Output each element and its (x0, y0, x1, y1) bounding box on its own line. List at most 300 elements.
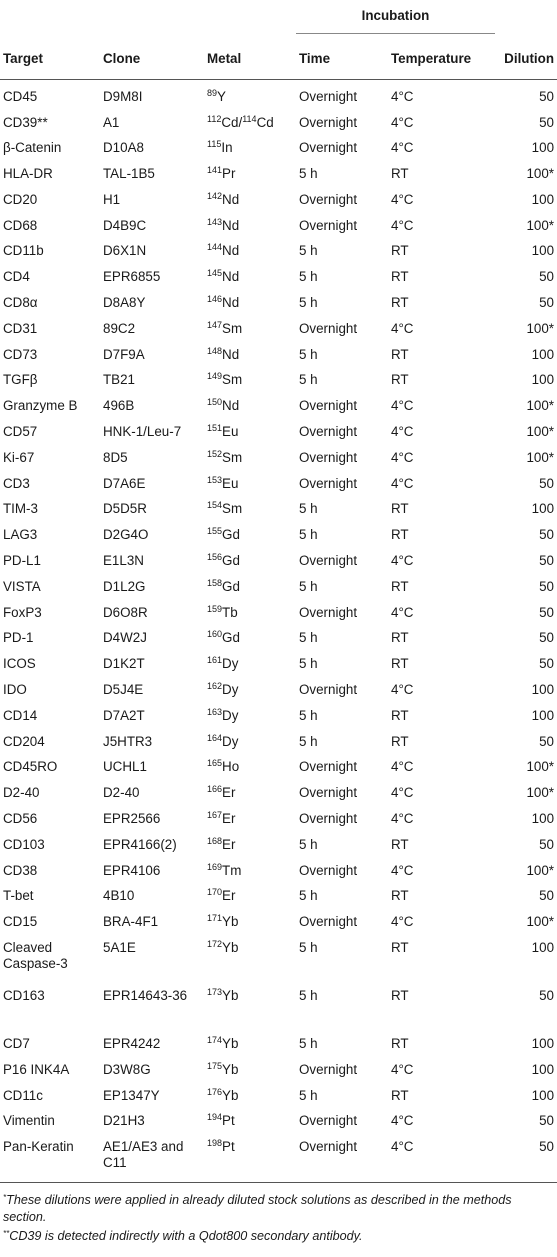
target-cell: CD45 (3, 89, 38, 104)
isotope-mass: 174 (207, 1035, 223, 1045)
target-cell: CD4 (3, 269, 30, 285)
dilution-cell: 50 (539, 630, 555, 646)
metal-cell (204, 393, 296, 419)
element-symbol: Nd (222, 295, 240, 311)
temperature-cell: 4°C (391, 811, 414, 827)
clone-cell: EP1347Y (103, 1087, 160, 1103)
temperature-cell: 4°C (391, 785, 414, 801)
time-cell: Overnight (299, 811, 358, 827)
table-row (0, 780, 557, 806)
time-cell: 5 h (299, 527, 318, 543)
target-cell: CD68 (3, 217, 38, 233)
time-cell: 5 h (299, 1036, 318, 1051)
clone-cell: D1L2G (103, 578, 146, 594)
element-symbol: Eu (222, 475, 239, 491)
target-cell: CD20 (3, 191, 38, 207)
table-row (0, 806, 557, 832)
dilution-cell: 100* (526, 320, 555, 336)
clone-cell: HNK-1/Leu-7 (103, 424, 182, 440)
table-row (0, 1031, 557, 1057)
element-symbol: Sm (222, 320, 243, 336)
metal-header: Metal (204, 38, 296, 80)
table-row (0, 754, 557, 780)
target-cell: PD-1 (3, 630, 34, 646)
element-symbol: Er (222, 836, 236, 852)
clone-cell: AE1/AE3 and C11 (100, 1134, 204, 1182)
element-symbol: Dy (222, 682, 239, 698)
target-cell: Vimentin (3, 1113, 55, 1129)
dilution-cell: 50 (539, 888, 555, 904)
element-symbol: Yb (222, 914, 239, 930)
isotope-mass: 176 (207, 1086, 223, 1097)
table-row (0, 290, 557, 316)
element-symbol: Sm (222, 372, 243, 388)
metal-cell (204, 496, 296, 522)
target-cell: CD57 (3, 424, 38, 440)
target-cell: CD7 (3, 1036, 30, 1051)
footnote-text: These dilutions were applied in already diluted stock solutions as described in the methods section. (3, 1192, 512, 1224)
metal-cell (204, 342, 296, 368)
time-cell: Overnight (296, 1134, 388, 1182)
temperature-cell: 4°C (391, 114, 414, 130)
dilution-cell: 100 (531, 346, 555, 362)
temperature-cell: 4°C (391, 553, 414, 569)
metal-cell (204, 1057, 296, 1083)
isotope-mass: 173 (207, 987, 223, 997)
time-cell: 5 h (299, 630, 318, 646)
dilution-cell: 50 (495, 1134, 557, 1182)
table-row (0, 496, 557, 522)
metal-cell (204, 290, 296, 316)
dilution-cell: 100* (526, 862, 555, 878)
table-row (0, 729, 557, 755)
temperature-cell: 4°C (388, 1134, 495, 1182)
isotope-mass: 166 (207, 784, 223, 795)
isotope-mass: 112 (207, 113, 222, 124)
clone-cell: D7A6E (103, 475, 146, 491)
dilution-cell: 50 (539, 527, 555, 543)
target-cell: VISTA (3, 578, 41, 594)
isotope-mass: 175 (207, 1060, 223, 1071)
temperature-cell: 4°C (391, 1061, 414, 1077)
dilution-cell: 100* (526, 166, 555, 182)
metal-cell (204, 677, 296, 703)
metal-cell (204, 729, 296, 755)
element-symbol: Tb (222, 604, 238, 620)
clone-cell: D2-40 (103, 785, 140, 801)
temperature-cell: RT (391, 656, 409, 672)
table-row (0, 574, 557, 600)
target-header: Target (0, 38, 100, 80)
temperature-cell: RT (391, 501, 409, 517)
time-cell: Overnight (299, 785, 358, 801)
isotope-mass: 141 (207, 165, 223, 176)
dilution-cell: 100* (526, 759, 555, 775)
isotope-mass: 143 (207, 216, 223, 227)
element-symbol: Nd (222, 269, 240, 285)
dilution-cell: 50 (539, 988, 555, 1003)
dilution-cell: 100* (526, 398, 555, 414)
isotope-mass: 171 (207, 913, 223, 924)
dilution-cell: 100 (531, 940, 555, 955)
target-cell: CD8α (3, 295, 38, 311)
table-row (0, 1083, 557, 1109)
clone-cell: A1 (103, 114, 120, 130)
metal-cell (204, 445, 296, 471)
dilution-header: Dilution (495, 38, 557, 80)
element-symbol: Sm (222, 449, 243, 465)
metal-cell (204, 80, 296, 110)
metal-cell (204, 522, 296, 548)
table-row (0, 600, 557, 626)
metal-cell (204, 548, 296, 574)
dilution-cell: 100 (531, 140, 555, 156)
temperature-cell: RT (391, 527, 409, 543)
clone-cell: D5D5R (103, 501, 147, 517)
element-symbol: Er (222, 785, 236, 801)
temperature-cell: 4°C (391, 862, 414, 878)
dilution-cell: 100 (531, 501, 555, 517)
metal-cell (204, 316, 296, 342)
metal-cell (204, 625, 296, 651)
time-cell: Overnight (299, 914, 358, 930)
element-symbol: Gd (222, 630, 240, 646)
isotope-mass: 164 (207, 732, 223, 743)
clone-cell: D9M8I (103, 89, 143, 104)
isotope-mass: 153 (207, 474, 223, 485)
target-cell: Pan-Keratin (0, 1134, 100, 1182)
time-cell: Overnight (299, 862, 358, 878)
isotope-mass: 154 (207, 500, 223, 511)
isotope-mass: 89 (207, 88, 218, 98)
time-cell: 5 h (299, 578, 318, 594)
dilution-cell: 50 (539, 269, 555, 285)
isotope-mass: 158 (207, 577, 223, 588)
dilution-cell: 100 (531, 1036, 555, 1051)
time-cell: Overnight (299, 759, 358, 775)
time-cell: Overnight (299, 1061, 358, 1077)
isotope-mass: 165 (207, 758, 223, 769)
clone-cell: D8A8Y (103, 295, 146, 311)
clone-cell: 496B (103, 398, 135, 414)
temperature-cell: RT (391, 295, 409, 311)
element-symbol: Er (222, 811, 236, 827)
clone-cell: D10A8 (103, 140, 144, 156)
temperature-cell: RT (391, 269, 409, 285)
table-footnotes (0, 1183, 557, 1245)
element-symbol: Yb (222, 940, 239, 955)
metal-cell (204, 858, 296, 884)
temperature-cell: 4°C (391, 424, 414, 440)
metal-cell (204, 806, 296, 832)
target-cell: CD73 (3, 346, 38, 362)
dilution-cell: 100 (531, 372, 555, 388)
metal-cell (204, 909, 296, 935)
isotope-mass: 151 (207, 423, 223, 434)
isotope-mass: 155 (207, 526, 223, 537)
temperature-cell: 4°C (391, 217, 414, 233)
metal-cell (204, 935, 296, 983)
temperature-cell: 4°C (391, 604, 414, 620)
target-cell: Cleaved Caspase-3 (3, 940, 68, 971)
target-cell: P16 INK4A (3, 1061, 70, 1077)
target-cell: TIM-3 (3, 501, 38, 517)
metal-cell (204, 110, 296, 136)
time-cell: Overnight (299, 398, 358, 414)
element-symbol: Gd (222, 578, 240, 594)
element-symbol: Nd (222, 217, 240, 233)
isotope-mass: 167 (207, 810, 223, 821)
element-symbol: Yb (222, 1061, 239, 1077)
element-symbol: Dy (222, 707, 239, 723)
dilution-cell: 50 (539, 578, 555, 594)
metal-cell (204, 1134, 296, 1182)
clone-cell: D4B9C (103, 217, 147, 233)
target-cell: HLA-DR (3, 166, 53, 182)
isotope-mass: 146 (207, 294, 223, 305)
temperature-cell: RT (391, 346, 409, 362)
target-cell: CD31 (3, 320, 38, 336)
dilution-cell: 100 (531, 682, 555, 698)
isotope-mass: 148 (207, 345, 223, 356)
dilution-cell: 100 (531, 1061, 555, 1077)
time-header: Time (296, 38, 388, 80)
time-cell: 5 h (299, 940, 318, 955)
isotope-mass: 149 (207, 371, 223, 382)
clone-cell: EPR2566 (103, 811, 161, 827)
temperature-cell: RT (391, 988, 409, 1003)
time-cell: Overnight (299, 449, 358, 465)
element-symbol: Cd/ (221, 114, 243, 130)
dilution-cell: 50 (539, 475, 555, 491)
element-symbol: Yb (222, 1036, 239, 1051)
target-cell: CD204 (3, 733, 45, 749)
time-cell: 5 h (299, 656, 318, 672)
temperature-header: Temperature (388, 38, 495, 80)
target-cell: CD14 (3, 707, 38, 723)
element-symbol: Pt (222, 1113, 235, 1129)
element-symbol: Ho (222, 759, 240, 775)
time-cell: 5 h (299, 733, 318, 749)
element-symbol: Eu (222, 424, 239, 440)
isotope-mass: 144 (207, 242, 223, 253)
clone-cell: EPR4166(2) (103, 836, 177, 852)
isotope-mass: 161 (207, 655, 223, 666)
dilution-cell: 100 (531, 707, 555, 723)
footnote-mark: * (3, 1192, 7, 1202)
clone-cell: D7A2T (103, 707, 145, 723)
metal-cell (204, 703, 296, 729)
element-symbol: Y (217, 89, 226, 104)
table-row (0, 1057, 557, 1083)
isotope-mass: 162 (207, 681, 223, 692)
temperature-cell: RT (391, 733, 409, 749)
dilution-cell: 100* (526, 449, 555, 465)
table-header (0, 0, 557, 80)
metal-cell (204, 651, 296, 677)
target-cell: CD163 (3, 988, 45, 1003)
target-cell: PD-L1 (3, 553, 41, 569)
dilution-cell: 50 (539, 836, 555, 852)
table-row (0, 187, 557, 213)
table-row (0, 677, 557, 703)
dilution-cell: 100* (526, 785, 555, 801)
element-symbol: Nd (222, 243, 240, 259)
target-cell: CD11b (3, 243, 44, 259)
incubation-header-row (0, 0, 557, 38)
metal-cell (204, 238, 296, 264)
target-cell: LAG3 (3, 527, 38, 543)
target-cell: Granzyme B (3, 398, 78, 414)
time-cell: 5 h (299, 243, 318, 259)
metal-cell (204, 367, 296, 393)
time-cell: 5 h (299, 888, 318, 904)
element-symbol: Dy (222, 656, 239, 672)
element-symbol: Pr (222, 166, 236, 182)
target-cell: T-bet (3, 888, 34, 904)
clone-cell: TB21 (103, 372, 136, 388)
time-cell: Overnight (299, 140, 358, 156)
footnote-dilution (3, 1192, 554, 1226)
target-cell: CD39** (3, 114, 48, 130)
clone-cell: UCHL1 (103, 759, 147, 775)
target-cell: CD15 (3, 914, 38, 930)
temperature-cell: 4°C (391, 398, 414, 414)
element-symbol: Nd (222, 346, 240, 362)
time-cell: Overnight (299, 89, 358, 104)
dilution-cell: 100* (526, 217, 555, 233)
clone-cell: EPR14643-36 (103, 988, 188, 1003)
column-header-row (0, 38, 557, 80)
temperature-cell: 4°C (391, 191, 414, 207)
isotope-mass: 160 (207, 629, 223, 640)
isotope-mass: 156 (207, 552, 223, 563)
time-cell: 5 h (299, 988, 318, 1003)
metal-cell (204, 419, 296, 445)
dilution-cell: 100* (526, 914, 555, 930)
table-row (0, 471, 557, 497)
clone-cell: D4W2J (103, 630, 147, 646)
element-symbol: Dy (222, 733, 239, 749)
temperature-cell: RT (391, 1087, 409, 1103)
metal-cell (204, 264, 296, 290)
temperature-cell: 4°C (391, 475, 414, 491)
clone-cell: 8D5 (103, 449, 128, 465)
table-row (0, 625, 557, 651)
isotope-mass: 147 (207, 319, 223, 330)
time-cell: 5 h (299, 707, 318, 723)
temperature-cell: 4°C (391, 759, 414, 775)
table-row (0, 1134, 557, 1182)
element-symbol: Yb (222, 1087, 239, 1103)
target-cell: TGFβ (3, 372, 38, 388)
metal-cell (204, 832, 296, 858)
table-row (0, 909, 557, 935)
dilution-cell: 50 (539, 733, 555, 749)
time-cell: 5 h (299, 269, 318, 285)
isotope-mass: 169 (207, 861, 223, 872)
isotope-mass: 142 (207, 190, 223, 201)
temperature-cell: RT (391, 243, 409, 259)
dilution-cell: 100 (531, 811, 555, 827)
table-row (0, 1108, 557, 1134)
element-symbol: Sm (222, 501, 243, 517)
time-cell: 5 h (299, 836, 318, 852)
table-row (0, 548, 557, 574)
dilution-cell: 50 (539, 553, 555, 569)
isotope-mass: 152 (207, 448, 223, 459)
element-symbol: Er (222, 888, 236, 904)
metal-cell (204, 161, 296, 187)
clone-cell: EPR6855 (103, 269, 161, 285)
metal-cell (204, 1083, 296, 1109)
isotope-mass: 145 (207, 268, 223, 279)
table-row (0, 393, 557, 419)
time-cell: Overnight (299, 217, 358, 233)
time-cell: 5 h (299, 346, 318, 362)
target-cell: CD3 (3, 475, 30, 491)
dilution-cell: 50 (539, 89, 555, 104)
clone-cell: D7F9A (103, 346, 145, 362)
clone-cell: H1 (103, 191, 121, 207)
metal-cell (204, 574, 296, 600)
isotope-mass: 114 (242, 113, 257, 124)
clone-cell: D3W8G (103, 1061, 151, 1077)
table-row (0, 445, 557, 471)
dilution-cell: 50 (539, 656, 555, 672)
target-cell: Ki-67 (3, 449, 35, 465)
metal-cell (204, 471, 296, 497)
time-cell: 5 h (299, 1087, 318, 1103)
target-cell: FoxP3 (3, 604, 42, 620)
target-cell: CD38 (3, 862, 38, 878)
temperature-cell: 4°C (391, 140, 414, 156)
element-symbol: Nd (222, 191, 240, 207)
temperature-cell: RT (391, 372, 409, 388)
table-row (0, 135, 557, 161)
temperature-cell: 4°C (391, 1113, 414, 1129)
table-row (0, 883, 557, 909)
time-cell: 5 h (299, 295, 318, 311)
time-cell: Overnight (299, 475, 358, 491)
time-cell: Overnight (299, 604, 358, 620)
temperature-cell: RT (391, 166, 409, 182)
clone-cell: D6X1N (103, 243, 147, 259)
metal-cell (204, 600, 296, 626)
clone-cell: 89C2 (103, 320, 136, 336)
temperature-cell: RT (391, 707, 409, 723)
clone-cell: D5J4E (103, 682, 144, 698)
table-row (0, 935, 557, 983)
metal-cell (204, 983, 296, 1031)
dilution-cell: 100* (526, 424, 555, 440)
element-symbol: Tm (222, 862, 242, 878)
temperature-cell: RT (391, 578, 409, 594)
clone-cell: D21H3 (103, 1113, 145, 1129)
isotope-mass: 168 (207, 835, 223, 846)
table-row (0, 522, 557, 548)
target-cell: CD11c (3, 1087, 43, 1103)
dilution-cell: 100 (531, 191, 555, 207)
isotope-mass: 163 (207, 706, 223, 717)
target-cell: CD45RO (3, 759, 58, 775)
temperature-cell: 4°C (391, 914, 414, 930)
metal-cell (204, 780, 296, 806)
isotope-mass: 159 (207, 603, 223, 614)
table-row (0, 832, 557, 858)
temperature-cell: 4°C (391, 449, 414, 465)
temperature-cell: 4°C (391, 682, 414, 698)
